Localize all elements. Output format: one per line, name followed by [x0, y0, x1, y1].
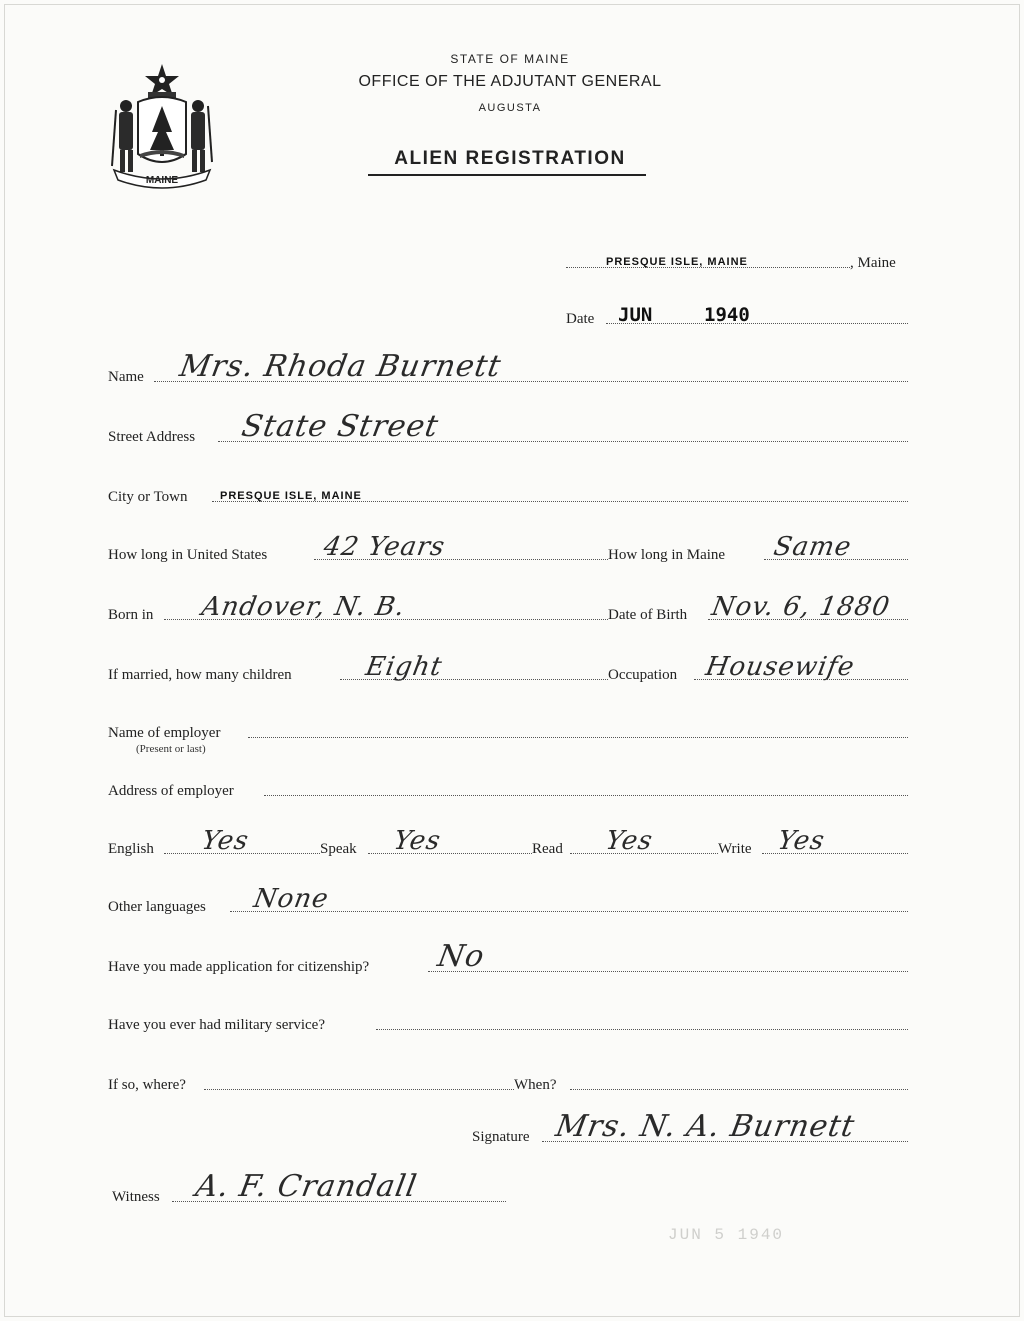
residency-row [108, 532, 908, 566]
speak-label: Speak [320, 841, 357, 857]
city-label: City or Town [108, 489, 188, 505]
place-row [566, 244, 908, 274]
header-city: AUGUSTA [478, 102, 542, 114]
english-value: Yes [199, 826, 252, 856]
other-languages-row [108, 884, 908, 918]
speak-value: Yes [391, 826, 444, 856]
signature-label: Signature [472, 1129, 530, 1145]
name-label: Name [108, 369, 144, 385]
header-state: STATE OF MAINE [450, 52, 570, 66]
write-value: Yes [775, 826, 828, 856]
employer-row [108, 714, 908, 744]
where-dotted-line [204, 1089, 514, 1090]
citizenship-row [108, 939, 908, 978]
employer-label: Name of employer [108, 725, 221, 741]
years-us-label: How long in United States [108, 547, 268, 563]
date-month: JUN [618, 304, 653, 326]
write-label: Write [718, 841, 752, 857]
employer-address-dotted-line [264, 795, 908, 796]
title-underline [368, 174, 646, 176]
signature-value: Mrs. N. A. Burnett [552, 1109, 858, 1144]
other-languages-dotted-line [230, 911, 908, 912]
dob-label: Date of Birth [608, 607, 688, 623]
street-row [108, 409, 908, 448]
signature-row [472, 1109, 908, 1148]
born-in-value: Andover, N. B. [199, 592, 408, 622]
family-row [108, 652, 908, 686]
where-when-row [108, 1066, 908, 1096]
form-title: ALIEN REGISTRATION [394, 148, 626, 169]
read-label: Read [532, 841, 563, 857]
citizenship-value: No [434, 939, 488, 974]
children-label: If married, how many children [108, 667, 292, 683]
born-in-label: Born in [108, 607, 154, 623]
place-value: PRESQUE ISLE, MAINE [606, 256, 748, 268]
years-us-value: 42 Years [321, 532, 448, 562]
state-seal-icon [108, 62, 216, 190]
language-skills-row [108, 826, 908, 860]
when-dotted-line [570, 1089, 908, 1090]
header-office: OFFICE OF THE ADJUTANT GENERAL [358, 73, 662, 90]
employer-address-label: Address of employer [108, 783, 234, 799]
witness-label: Witness [112, 1189, 160, 1205]
witness-value: A. F. Crandall [192, 1169, 420, 1204]
witness-row [112, 1169, 506, 1208]
other-languages-value: None [251, 884, 332, 914]
name-row [108, 349, 908, 388]
seal-banner-text: MAINE [145, 175, 179, 186]
dob-value: Nov. 6, 1880 [709, 592, 893, 622]
where-label: If so, where? [108, 1077, 186, 1093]
english-label: English [108, 841, 154, 857]
place-suffix: , Maine [850, 255, 896, 271]
military-label: Have you ever had military service? [108, 1017, 325, 1033]
military-row [108, 1006, 908, 1036]
city-row [108, 478, 908, 508]
birth-row [108, 592, 908, 626]
employer-dotted-line [248, 737, 908, 738]
occupation-value: Housewife [703, 652, 858, 682]
employer-address-row [108, 772, 908, 802]
military-dotted-line [376, 1029, 908, 1030]
read-value: Yes [603, 826, 656, 856]
employer-sublabel: (Present or last) [136, 743, 206, 755]
citizenship-dotted-line [428, 971, 908, 972]
street-value: State Street [238, 409, 442, 444]
years-maine-value: Same [771, 532, 855, 562]
date-year: 1940 [704, 304, 750, 326]
years-maine-label: How long in Maine [608, 547, 726, 563]
street-label: Street Address [108, 429, 196, 445]
when-label: When? [514, 1077, 557, 1093]
name-value: Mrs. Rhoda Burnett [176, 349, 505, 384]
date-label: Date [566, 311, 595, 327]
children-value: Eight [363, 652, 445, 682]
citizenship-label: Have you made application for citizenship? [108, 959, 370, 975]
received-date-stamp: JUN 5 1940 [668, 1226, 785, 1244]
occupation-label: Occupation [608, 667, 678, 683]
other-languages-label: Other languages [108, 899, 206, 915]
city-value: PRESQUE ISLE, MAINE [220, 490, 362, 502]
date-row [566, 300, 908, 330]
